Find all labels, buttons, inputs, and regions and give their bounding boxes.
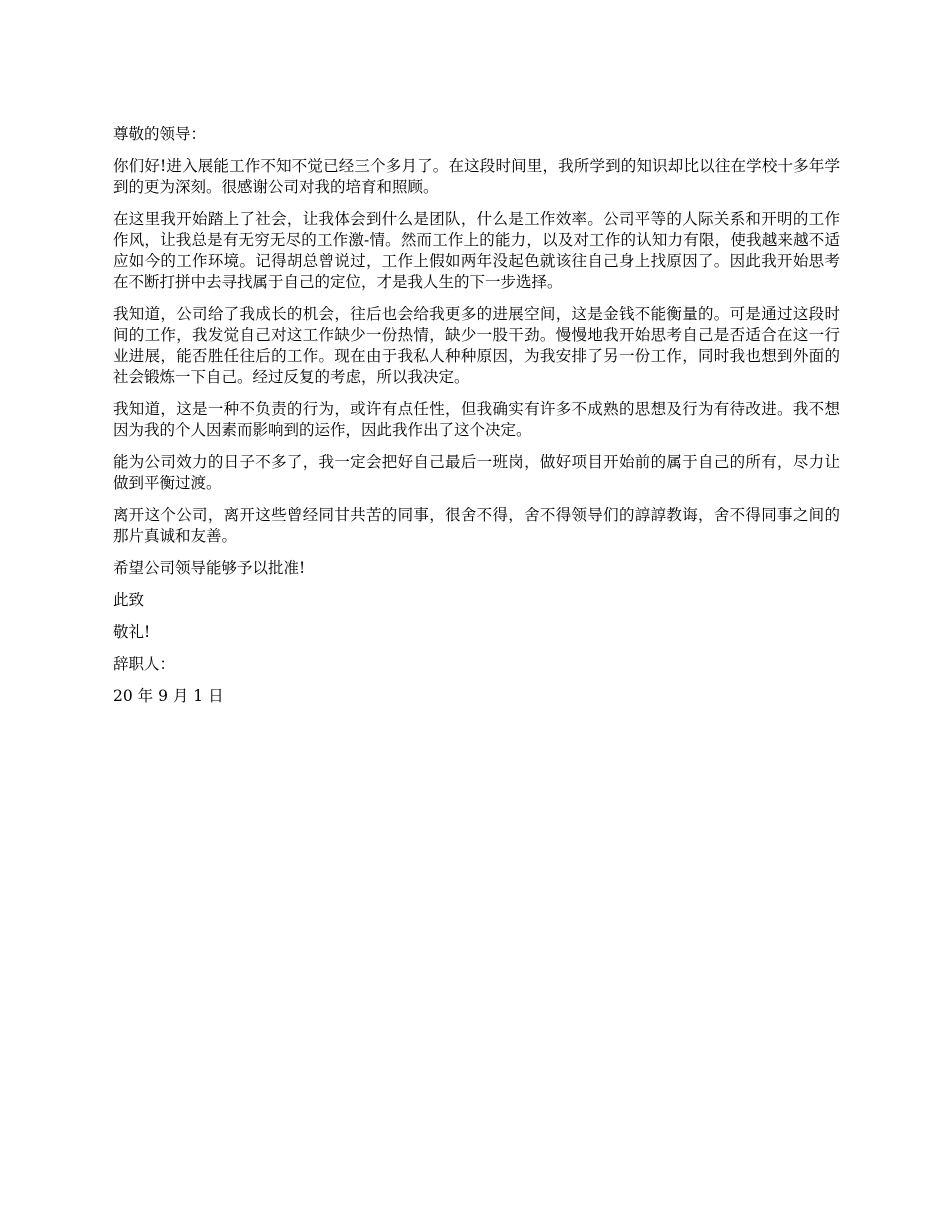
signature-label: 辞职人： xyxy=(113,655,176,673)
letter-date: 20 年 9 月 1 日 xyxy=(113,687,224,705)
body-paragraph-1: 你们好!进入展能工作不知不觉已经三个多月了。在这段时间里，我所学到的知识却比以往在学校十多年学到的更为深刻。很感谢公司对我的培育和照顾。 xyxy=(113,157,840,196)
body-paragraph-2: 在这里我开始踏上了社会，让我体会到什么是团队，什么是工作效率。公司平等的人际关系和开明的工作作风，让我总是有无穷无尽的工作激-情。然而工作上的能力，以及对工作的认知力有限，使我越来越不适应如今的工作环境。记得胡总曾说过，工作上假如两年没起色就该往自己身上找原因了。因此我开始思考在不断打拼中去寻找属于自己的定位，才是我人生的下一步选择。 xyxy=(113,210,840,291)
resignation-letter xyxy=(113,124,840,718)
closing-line-1: 此致 xyxy=(113,591,145,609)
closing-line-2: 敬礼! xyxy=(113,623,151,641)
body-paragraph-4: 我知道，这是一种不负责的行为，或许有点任性，但我确实有许多不成熟的思想及行为有待改进。我不想因为我的个人因素而影响到的运作，因此我作出了这个决定。 xyxy=(113,400,840,439)
salutation: 尊敬的领导： xyxy=(113,125,207,143)
body-paragraph-5: 能为公司效力的日子不多了，我一定会把好自己最后一班岗，做好项目开始前的属于自己的所有，尽力让做到平衡过渡。 xyxy=(113,453,840,492)
body-paragraph-6: 离开这个公司，离开这些曾经同甘共苦的同事，很舍不得，舍不得领导们的諄諄教诲，舍不得同事之间的那片真诚和友善。 xyxy=(113,506,840,545)
body-paragraph-7: 希望公司领导能够予以批准! xyxy=(113,559,306,577)
body-paragraph-3: 我知道，公司给了我成长的机会，往后也会给我更多的进展空间，这是金钱不能衡量的。可是通过这段时间的工作，我发觉自己对这工作缺少一份热情，缺少一股干劲。慢慢地我开始思考自己是否适合在这一行业进展，能否胜任往后的工作。现在由于我私人种种原因，为我安排了另一份工作，同时我也想到外面的社会锻炼一下自己。经过反复的考虑，所以我决定。 xyxy=(113,305,840,386)
